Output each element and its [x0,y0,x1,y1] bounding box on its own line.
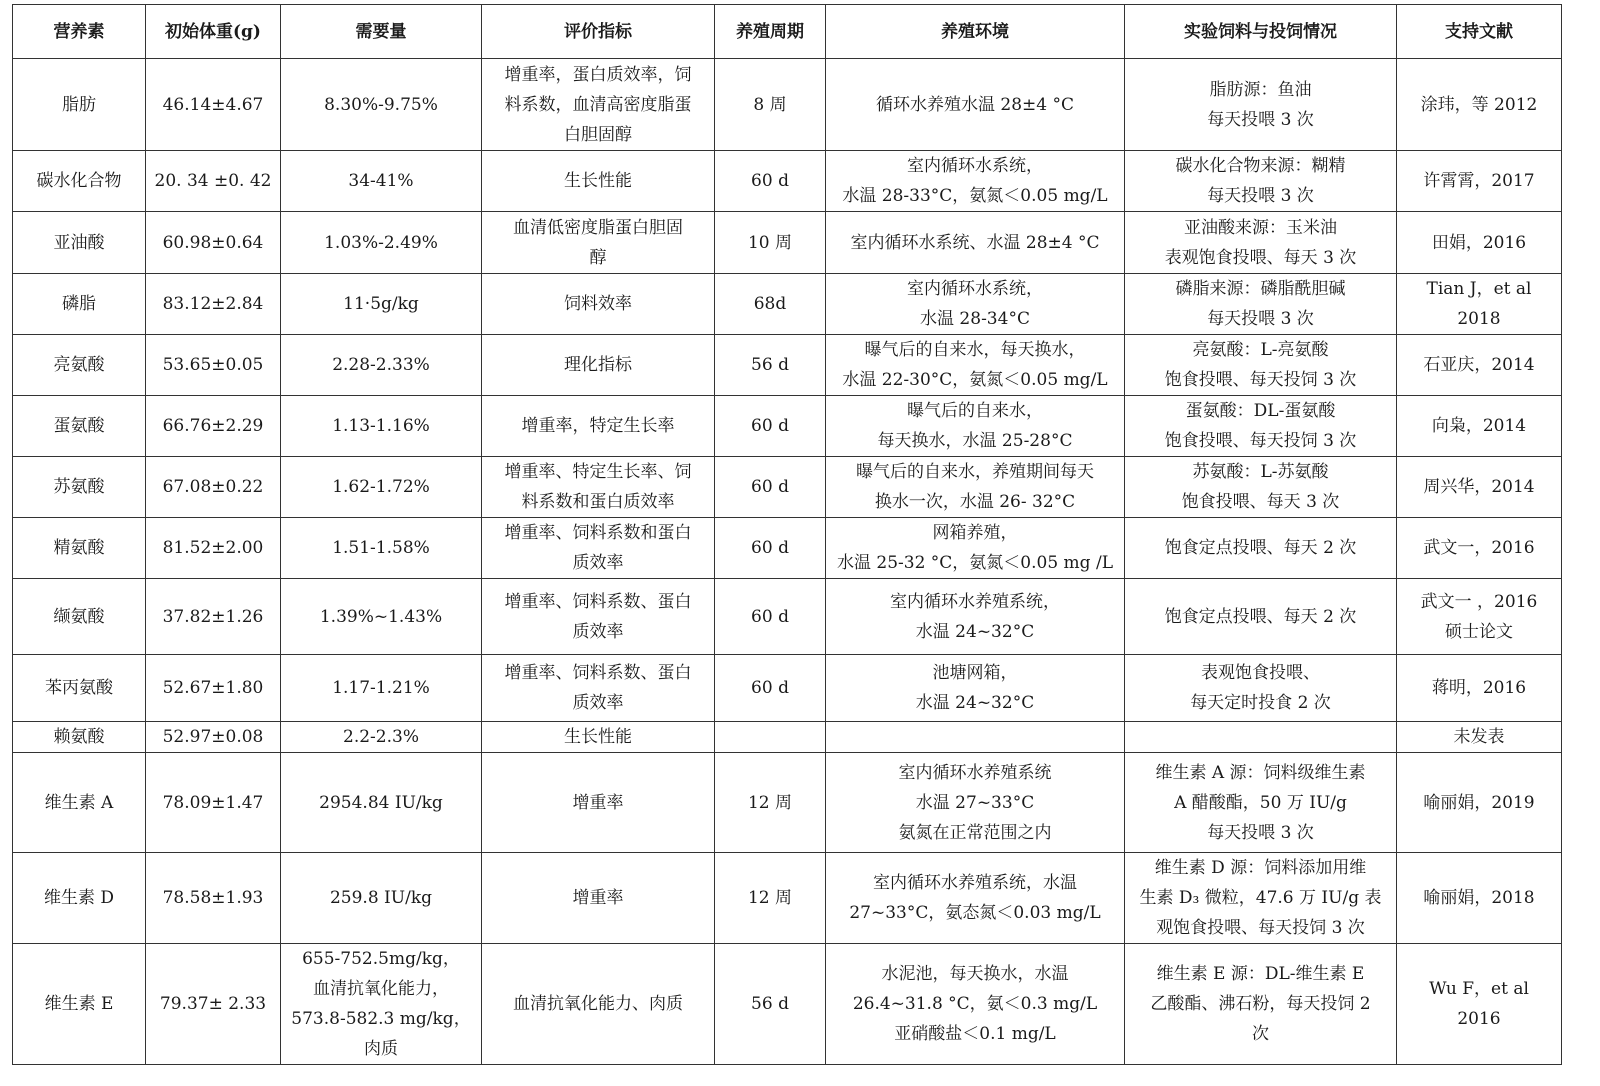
cell-reference: 田娟，2016 [1397,212,1562,274]
cell-initial-weight: 66.76±2.29 [146,396,281,457]
cell-culture-environment: 室内循环水系统， 水温 28-34°C [826,274,1125,335]
cell-requirement: 2.2-2.3% [281,722,482,753]
cell-reference: 未发表 [1397,722,1562,753]
cell-feed-and-feeding: 亮氨酸：L-亮氨酸 饱食投喂、每天投饲 3 次 [1125,335,1397,396]
cell-evaluation-index: 生长性能 [482,722,715,753]
table-row [13,518,1562,579]
header-culture-environment: 养殖环境 [826,5,1125,59]
cell-reference: 武文一，2016 [1397,518,1562,579]
cell-feed-and-feeding: 蛋氨酸：DL-蛋氨酸 饱食投喂、每天投饲 3 次 [1125,396,1397,457]
cell-initial-weight: 79.37± 2.33 [146,944,281,1065]
cell-culture-environment: 曝气后的自来水，每天换水， 水温 22-30°C，氨氮＜0.05 mg/L [826,335,1125,396]
cell-culture-environment: 循环水养殖水温 28±4 °C [826,59,1125,151]
cell-evaluation-index: 生长性能 [482,151,715,212]
cell-feed-and-feeding: 维生素 A 源：饲料级维生素 A 醋酸酯，50 万 IU/g 每天投喂 3 次 [1125,753,1397,853]
cell-nutrient: 维生素 D [13,853,146,944]
cell-reference: Wu F，et al 2016 [1397,944,1562,1065]
cell-culture-period: 56 d [715,944,826,1065]
header-feed-and-feeding: 实验饲料与投饲情况 [1125,5,1397,59]
table-row [13,853,1562,944]
cell-culture-period: 60 d [715,396,826,457]
header-row [13,5,1562,59]
cell-culture-period: 10 周 [715,212,826,274]
table-row [13,396,1562,457]
cell-evaluation-index: 增重率 [482,853,715,944]
cell-initial-weight: 78.58±1.93 [146,853,281,944]
cell-evaluation-index: 血清抗氧化能力、肉质 [482,944,715,1065]
cell-culture-period: 56 d [715,335,826,396]
cell-requirement: 259.8 IU/kg [281,853,482,944]
cell-culture-environment: 网箱养殖， 水温 25-32 °C，氨氮＜0.05 mg /L [826,518,1125,579]
cell-reference: 周兴华，2014 [1397,457,1562,518]
cell-requirement: 2.28-2.33% [281,335,482,396]
cell-culture-environment: 室内循环水养殖系统 水温 27~33°C 氨氮在正常范围之内 [826,753,1125,853]
cell-reference: 蒋明，2016 [1397,655,1562,722]
cell-feed-and-feeding: 碳水化合物来源：糊精 每天投喂 3 次 [1125,151,1397,212]
cell-requirement: 1.17-1.21% [281,655,482,722]
cell-evaluation-index: 饲料效率 [482,274,715,335]
cell-evaluation-index: 增重率、饲料系数和蛋白 质效率 [482,518,715,579]
cell-culture-environment: 曝气后的自来水， 每天换水，水温 25-28°C [826,396,1125,457]
cell-feed-and-feeding: 脂肪源：鱼油 每天投喂 3 次 [1125,59,1397,151]
cell-requirement: 8.30%-9.75% [281,59,482,151]
cell-culture-period: 12 周 [715,753,826,853]
cell-evaluation-index: 增重率，蛋白质效率，饲 料系数，血清高密度脂蛋 白胆固醇 [482,59,715,151]
cell-reference: 武文一 ，2016 硕士论文 [1397,579,1562,655]
cell-initial-weight: 78.09±1.47 [146,753,281,853]
cell-initial-weight: 53.65±0.05 [146,335,281,396]
cell-initial-weight: 46.14±4.67 [146,59,281,151]
cell-nutrient: 蛋氨酸 [13,396,146,457]
cell-nutrient: 亮氨酸 [13,335,146,396]
table-row [13,335,1562,396]
table-row [13,59,1562,151]
cell-reference: 喻丽娟，2019 [1397,753,1562,853]
cell-culture-period: 68d [715,274,826,335]
cell-nutrient: 苯丙氨酸 [13,655,146,722]
header-culture-period: 养殖周期 [715,5,826,59]
table-row [13,579,1562,655]
cell-culture-period: 12 周 [715,853,826,944]
header-nutrient: 营养素 [13,5,146,59]
cell-nutrient: 精氨酸 [13,518,146,579]
cell-feed-and-feeding: 维生素 D 源：饲料添加用维 生素 D₃ 微粒，47.6 万 IU/g 表 观饱食投喂、每天投饲 3 次 [1125,853,1397,944]
cell-nutrient: 磷脂 [13,274,146,335]
cell-feed-and-feeding: 饱食定点投喂、每天 2 次 [1125,579,1397,655]
table-row [13,722,1562,753]
cell-requirement: 2954.84 IU/kg [281,753,482,853]
cell-initial-weight: 52.97±0.08 [146,722,281,753]
cell-culture-period: 60 d [715,518,826,579]
cell-culture-period: 8 周 [715,59,826,151]
cell-feed-and-feeding: 维生素 E 源：DL-维生素 E 乙酸酯、沸石粉，每天投饲 2 次 [1125,944,1397,1065]
cell-initial-weight: 60.98±0.64 [146,212,281,274]
header-evaluation-index: 评价指标 [482,5,715,59]
cell-requirement: 11·5g/kg [281,274,482,335]
cell-initial-weight: 81.52±2.00 [146,518,281,579]
table-row [13,944,1562,1065]
cell-initial-weight: 37.82±1.26 [146,579,281,655]
cell-culture-environment: 室内循环水系统， 水温 28-33°C，氨氮＜0.05 mg/L [826,151,1125,212]
cell-reference: 涂玮，等 2012 [1397,59,1562,151]
cell-culture-environment [826,722,1125,753]
cell-initial-weight: 83.12±2.84 [146,274,281,335]
cell-culture-period: 60 d [715,579,826,655]
cell-evaluation-index: 增重率，特定生长率 [482,396,715,457]
cell-culture-period: 60 d [715,457,826,518]
cell-nutrient: 脂肪 [13,59,146,151]
cell-feed-and-feeding: 苏氨酸：L-苏氨酸 饱食投喂、每天 3 次 [1125,457,1397,518]
table-row [13,274,1562,335]
table-row [13,655,1562,722]
cell-requirement: 34-41% [281,151,482,212]
table-row [13,212,1562,274]
nutrient-requirement-table [12,4,1562,1065]
cell-evaluation-index: 增重率、特定生长率、饲 料系数和蛋白质效率 [482,457,715,518]
cell-feed-and-feeding: 磷脂来源：磷脂酰胆碱 每天投喂 3 次 [1125,274,1397,335]
header-references: 支持文献 [1397,5,1562,59]
table-row [13,457,1562,518]
cell-culture-environment: 水泥池，每天换水，水温 26.4~31.8 °C，氨＜0.3 mg/L 亚硝酸盐＜0.1 mg/L [826,944,1125,1065]
header-initial-weight: 初始体重(g) [146,5,281,59]
cell-nutrient: 缬氨酸 [13,579,146,655]
cell-evaluation-index: 增重率、饲料系数、蛋白 质效率 [482,579,715,655]
cell-feed-and-feeding: 表观饱食投喂、 每天定时投食 2 次 [1125,655,1397,722]
cell-reference: 向枭，2014 [1397,396,1562,457]
cell-nutrient: 苏氨酸 [13,457,146,518]
header-requirement: 需要量 [281,5,482,59]
cell-nutrient: 维生素 E [13,944,146,1065]
cell-initial-weight: 52.67±1.80 [146,655,281,722]
cell-culture-environment: 室内循环水系统、水温 28±4 °C [826,212,1125,274]
cell-requirement: 1.03%-2.49% [281,212,482,274]
cell-feed-and-feeding: 饱食定点投喂、每天 2 次 [1125,518,1397,579]
table-row [13,151,1562,212]
cell-initial-weight: 67.08±0.22 [146,457,281,518]
cell-reference: 喻丽娟，2018 [1397,853,1562,944]
cell-culture-period: 60 d [715,655,826,722]
cell-nutrient: 亚油酸 [13,212,146,274]
cell-initial-weight: 20. 34 ±0. 42 [146,151,281,212]
cell-requirement: 655-752.5mg/kg， 血清抗氧化能力， 573.8-582.3 mg/kg， 肉质 [281,944,482,1065]
cell-culture-period [715,722,826,753]
cell-culture-environment: 池塘网箱， 水温 24~32°C [826,655,1125,722]
cell-reference: 许霄霄，2017 [1397,151,1562,212]
cell-requirement: 1.51-1.58% [281,518,482,579]
cell-reference: 石亚庆，2014 [1397,335,1562,396]
cell-reference: Tian J，et al 2018 [1397,274,1562,335]
cell-culture-environment: 室内循环水养殖系统，水温 27~33°C，氨态氮＜0.03 mg/L [826,853,1125,944]
cell-culture-environment: 室内循环水养殖系统， 水温 24~32°C [826,579,1125,655]
cell-nutrient: 碳水化合物 [13,151,146,212]
cell-evaluation-index: 增重率 [482,753,715,853]
cell-feed-and-feeding [1125,722,1397,753]
cell-culture-period: 60 d [715,151,826,212]
table-row [13,753,1562,853]
cell-requirement: 1.39%~1.43% [281,579,482,655]
cell-evaluation-index: 理化指标 [482,335,715,396]
cell-requirement: 1.62-1.72% [281,457,482,518]
cell-nutrient: 维生素 A [13,753,146,853]
cell-evaluation-index: 增重率、饲料系数、蛋白 质效率 [482,655,715,722]
cell-requirement: 1.13-1.16% [281,396,482,457]
cell-feed-and-feeding: 亚油酸来源：玉米油 表观饱食投喂、每天 3 次 [1125,212,1397,274]
cell-nutrient: 赖氨酸 [13,722,146,753]
cell-evaluation-index: 血清低密度脂蛋白胆固 醇 [482,212,715,274]
cell-culture-environment: 曝气后的自来水，养殖期间每天 换水一次，水温 26- 32°C [826,457,1125,518]
